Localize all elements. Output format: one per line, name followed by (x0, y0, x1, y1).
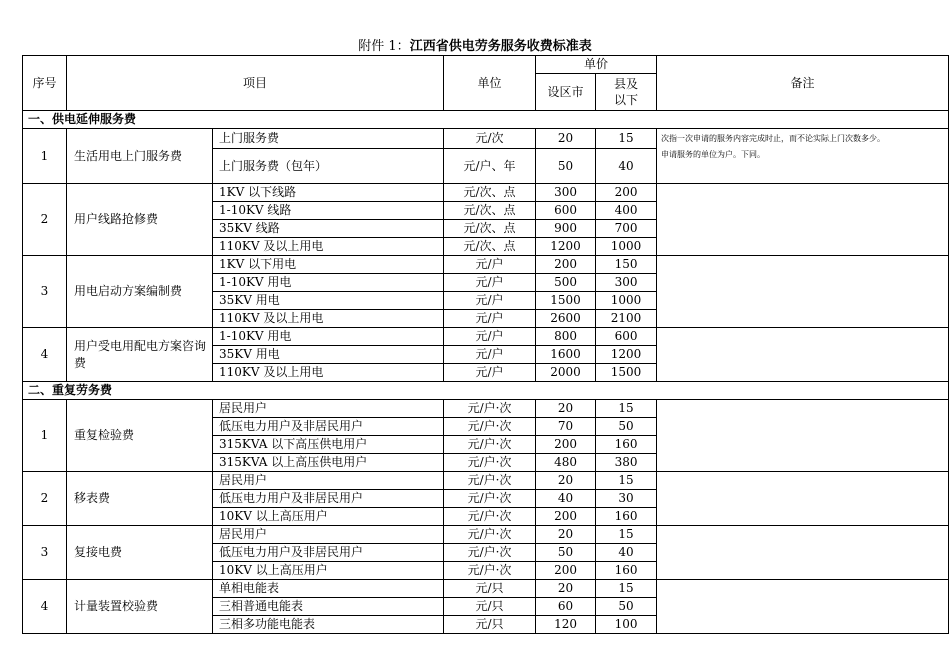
unit-cell: 元/户·次 (444, 562, 536, 580)
unit-cell: 元/次、点 (444, 220, 536, 238)
row-number: 3 (23, 256, 67, 328)
table-row (23, 129, 949, 149)
city-price: 1600 (536, 346, 596, 364)
county-price: 15 (596, 129, 657, 149)
city-price: 50 (536, 149, 596, 184)
section-row (23, 382, 949, 400)
unit-cell: 元/户·次 (444, 400, 536, 418)
item-name: 移表费 (67, 472, 213, 526)
row-number: 2 (23, 184, 67, 256)
notes-empty (657, 454, 949, 472)
county-price: 160 (596, 436, 657, 454)
county-price: 160 (596, 562, 657, 580)
county-price: 200 (596, 184, 657, 202)
city-price: 20 (536, 580, 596, 598)
notes-empty (657, 508, 949, 526)
row-number: 1 (23, 400, 67, 472)
sub-item: 1-10KV 用电 (213, 274, 444, 292)
city-price: 40 (536, 490, 596, 508)
sub-item: 1-10KV 用电 (213, 328, 444, 346)
unit-cell: 元/户·次 (444, 454, 536, 472)
fee-table-body (23, 56, 949, 634)
city-price: 500 (536, 274, 596, 292)
sub-item: 低压电力用户及非居民用户 (213, 544, 444, 562)
sub-item: 单相电能表 (213, 580, 444, 598)
unit-cell: 元/户 (444, 346, 536, 364)
city-price: 20 (536, 526, 596, 544)
county-price: 380 (596, 454, 657, 472)
city-price: 50 (536, 544, 596, 562)
city-price: 200 (536, 508, 596, 526)
city-price: 800 (536, 328, 596, 346)
table-row (23, 328, 949, 346)
city-price: 60 (536, 598, 596, 616)
county-price: 1000 (596, 292, 657, 310)
notes-empty (657, 292, 949, 310)
unit-cell: 元/户 (444, 328, 536, 346)
unit-cell: 元/只 (444, 598, 536, 616)
sub-item: 居民用户 (213, 400, 444, 418)
sub-item: 1KV 以下用电 (213, 256, 444, 274)
sub-item: 三相普通电能表 (213, 598, 444, 616)
unit-cell: 元/户 (444, 310, 536, 328)
header-price: 单价 (536, 56, 657, 74)
unit-cell: 元/户·次 (444, 436, 536, 454)
sub-item: 1KV 以下线路 (213, 184, 444, 202)
city-price: 2000 (536, 364, 596, 382)
header-city: 设区市 (536, 74, 596, 111)
header-row (23, 56, 949, 74)
fee-table (22, 55, 949, 634)
table-row (23, 256, 949, 274)
row-number: 4 (23, 580, 67, 634)
unit-cell: 元/户、年 (444, 149, 536, 184)
header-item: 项目 (67, 56, 444, 111)
city-price: 20 (536, 472, 596, 490)
unit-cell: 元/只 (444, 616, 536, 634)
county-price: 2100 (596, 310, 657, 328)
county-price: 15 (596, 400, 657, 418)
city-price: 200 (536, 256, 596, 274)
section-title: 二、重复劳务费 (23, 382, 949, 400)
county-price: 1500 (596, 364, 657, 382)
city-price: 200 (536, 436, 596, 454)
notes-empty (657, 328, 949, 346)
unit-cell: 元/户·次 (444, 508, 536, 526)
city-price: 1200 (536, 238, 596, 256)
item-name: 计量装置校验费 (67, 580, 213, 634)
county-price: 700 (596, 220, 657, 238)
row-number: 3 (23, 526, 67, 580)
sub-item: 35KV 用电 (213, 292, 444, 310)
sub-item: 居民用户 (213, 472, 444, 490)
city-price: 1500 (536, 292, 596, 310)
county-price: 600 (596, 328, 657, 346)
header-county-line1: 县及 (614, 77, 639, 91)
sub-item: 低压电力用户及非居民用户 (213, 490, 444, 508)
table-row (23, 400, 949, 418)
header-seq: 序号 (23, 56, 67, 111)
note-line-2: 申请服务的单位为户。下同。 (661, 150, 766, 159)
section-title: 一、供电延伸服务费 (23, 111, 949, 129)
row-number: 2 (23, 472, 67, 526)
sub-item: 315KVA 以下高压供电用户 (213, 436, 444, 454)
sub-item: 三相多功能电能表 (213, 616, 444, 634)
notes-empty (657, 274, 949, 292)
county-price: 50 (596, 418, 657, 436)
notes-empty (657, 544, 949, 562)
notes-empty (657, 400, 949, 418)
county-price: 15 (596, 472, 657, 490)
sub-item: 315KVA 以上高压供电用户 (213, 454, 444, 472)
unit-cell: 元/只 (444, 580, 536, 598)
unit-cell: 元/户·次 (444, 526, 536, 544)
notes-empty (657, 310, 949, 328)
table-row (23, 580, 949, 598)
notes-empty (657, 526, 949, 544)
sub-item: 10KV 以上高压用户 (213, 508, 444, 526)
county-price: 300 (596, 274, 657, 292)
notes-empty (657, 346, 949, 364)
item-name: 生活用电上门服务费 (67, 129, 213, 184)
sub-item: 上门服务费 (213, 129, 444, 149)
unit-cell: 元/次、点 (444, 238, 536, 256)
item-name: 用户受电用配电方案咨询费 (67, 328, 213, 382)
sub-item: 居民用户 (213, 526, 444, 544)
county-price: 40 (596, 149, 657, 184)
notes-empty (657, 202, 949, 220)
item-name: 用电启动方案编制费 (67, 256, 213, 328)
notes-empty (657, 490, 949, 508)
notes-empty (657, 238, 949, 256)
sub-item: 低压电力用户及非居民用户 (213, 418, 444, 436)
unit-cell: 元/户·次 (444, 490, 536, 508)
notes-empty (657, 220, 949, 238)
city-price: 300 (536, 184, 596, 202)
city-price: 20 (536, 400, 596, 418)
table-row (23, 472, 949, 490)
city-price: 600 (536, 202, 596, 220)
city-price: 480 (536, 454, 596, 472)
note-line-1: 次指一次申请的服务内容完成时止，而不论实际上门次数多少。 (661, 134, 886, 143)
item-name: 用户线路抢修费 (67, 184, 213, 256)
city-price: 200 (536, 562, 596, 580)
unit-cell: 元/户 (444, 256, 536, 274)
title-prefix: 附件 1： (358, 39, 410, 54)
notes-empty (657, 562, 949, 580)
sub-item: 35KV 线路 (213, 220, 444, 238)
unit-cell: 元/户 (444, 364, 536, 382)
city-price: 900 (536, 220, 596, 238)
notes-cell (657, 129, 949, 184)
city-price: 2600 (536, 310, 596, 328)
city-price: 120 (536, 616, 596, 634)
county-price: 1000 (596, 238, 657, 256)
unit-cell: 元/次 (444, 129, 536, 149)
unit-cell: 元/户·次 (444, 418, 536, 436)
unit-cell: 元/户·次 (444, 472, 536, 490)
sub-item: 35KV 用电 (213, 346, 444, 364)
county-price: 50 (596, 598, 657, 616)
county-price: 1200 (596, 346, 657, 364)
title-main: 江西省供电劳务服务收费标准表 (409, 39, 592, 54)
unit-cell: 元/户·次 (444, 544, 536, 562)
notes-empty (657, 184, 949, 202)
sub-item: 1-10KV 线路 (213, 202, 444, 220)
county-price: 100 (596, 616, 657, 634)
notes-empty (657, 598, 949, 616)
header-county (596, 74, 657, 111)
city-price: 20 (536, 129, 596, 149)
row-number: 1 (23, 129, 67, 184)
item-name: 重复检验费 (67, 400, 213, 472)
county-price: 15 (596, 526, 657, 544)
header-unit: 单位 (444, 56, 536, 111)
sub-item: 上门服务费（包年） (213, 149, 444, 184)
county-price: 160 (596, 508, 657, 526)
county-price: 15 (596, 580, 657, 598)
sub-item: 110KV 及以上用电 (213, 238, 444, 256)
county-price: 150 (596, 256, 657, 274)
notes-empty (657, 256, 949, 274)
unit-cell: 元/户 (444, 292, 536, 310)
sub-item: 10KV 以上高压用户 (213, 562, 444, 580)
notes-empty (657, 418, 949, 436)
unit-cell: 元/户 (444, 274, 536, 292)
header-note: 备注 (657, 56, 949, 111)
table-row (23, 526, 949, 544)
document-title (0, 38, 950, 56)
header-county-line2: 以下 (614, 93, 639, 107)
sub-item: 110KV 及以上用电 (213, 310, 444, 328)
notes-empty (657, 616, 949, 634)
item-name: 复接电费 (67, 526, 213, 580)
notes-empty (657, 580, 949, 598)
notes-empty (657, 436, 949, 454)
notes-empty (657, 472, 949, 490)
county-price: 40 (596, 544, 657, 562)
unit-cell: 元/次、点 (444, 184, 536, 202)
section-row (23, 111, 949, 129)
row-number: 4 (23, 328, 67, 382)
county-price: 30 (596, 490, 657, 508)
county-price: 400 (596, 202, 657, 220)
unit-cell: 元/次、点 (444, 202, 536, 220)
table-row (23, 184, 949, 202)
notes-empty (657, 364, 949, 382)
city-price: 70 (536, 418, 596, 436)
sub-item: 110KV 及以上用电 (213, 364, 444, 382)
